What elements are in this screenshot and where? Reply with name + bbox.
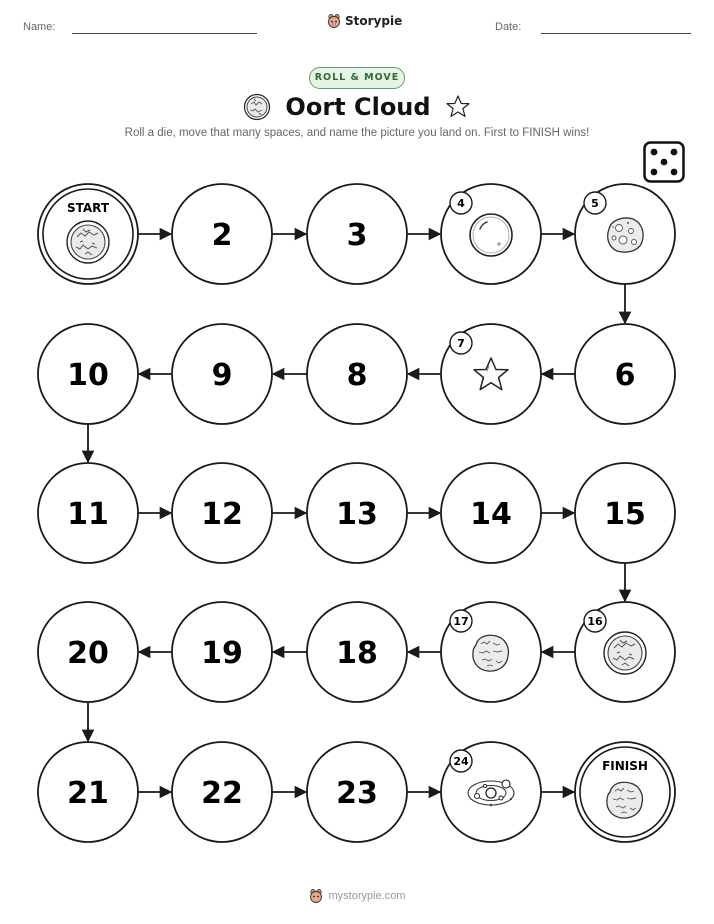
space-number: 15 bbox=[604, 497, 646, 532]
board-space-12 bbox=[172, 463, 272, 563]
space-number: 17 bbox=[453, 615, 469, 628]
start-label: START bbox=[66, 201, 110, 215]
space-number-badge bbox=[450, 750, 472, 772]
space-number: 21 bbox=[67, 776, 109, 811]
space-number: 7 bbox=[457, 337, 465, 350]
board-space-19 bbox=[172, 602, 272, 702]
space-number-badge bbox=[450, 332, 472, 354]
rocky-clump-icon bbox=[473, 635, 509, 671]
activity-badge: ROLL & MOVE bbox=[309, 67, 405, 89]
space-number-badge bbox=[584, 192, 606, 214]
board-space-11 bbox=[38, 463, 138, 563]
space-number: 18 bbox=[336, 636, 378, 671]
name-label: Name: bbox=[23, 21, 56, 33]
space-number: 3 bbox=[346, 218, 368, 253]
board-space-13 bbox=[307, 463, 407, 563]
board-space-7 bbox=[441, 324, 541, 424]
space-number: 16 bbox=[587, 615, 603, 628]
board-space-17 bbox=[441, 602, 541, 702]
space-number: 12 bbox=[201, 497, 243, 532]
board-space-9 bbox=[172, 324, 272, 424]
space-number: 11 bbox=[67, 497, 109, 532]
board-space-2 bbox=[172, 184, 272, 284]
board-space-1 bbox=[38, 184, 138, 284]
page-title: Oort Cloud bbox=[285, 93, 431, 121]
board-space-24 bbox=[441, 742, 541, 842]
board-space-23 bbox=[307, 742, 407, 842]
space-number: 5 bbox=[591, 197, 599, 210]
board-space-16 bbox=[575, 602, 675, 702]
instructions: Roll a die, move that many spaces, and name the picture you land on. First to FINISH wins! bbox=[124, 127, 590, 139]
mascot-icon bbox=[308, 888, 324, 904]
rocky-clump-icon bbox=[607, 782, 643, 818]
space-number-badge bbox=[450, 610, 472, 632]
icy-rock-icon bbox=[604, 632, 646, 674]
space-number: 24 bbox=[453, 755, 469, 768]
space-number: 10 bbox=[67, 358, 109, 393]
space-number: 23 bbox=[336, 776, 378, 811]
finish-label: FINISH bbox=[602, 759, 648, 773]
board-space-22 bbox=[172, 742, 272, 842]
space-number: 19 bbox=[201, 636, 243, 671]
board-space-18 bbox=[307, 602, 407, 702]
space-number: 13 bbox=[336, 497, 378, 532]
space-number-badge bbox=[450, 192, 472, 214]
board-space-3 bbox=[307, 184, 407, 284]
space-number: 8 bbox=[346, 358, 368, 393]
board-space-6 bbox=[575, 324, 675, 424]
board-space-14 bbox=[441, 463, 541, 563]
cratered-rock-icon bbox=[608, 218, 643, 252]
board-space-21 bbox=[38, 742, 138, 842]
space-number: 9 bbox=[211, 358, 233, 393]
space-number: 2 bbox=[211, 218, 233, 253]
board-spaces bbox=[38, 184, 675, 842]
board-space-25 bbox=[575, 742, 675, 842]
space-number: 20 bbox=[67, 636, 109, 671]
space-number: 6 bbox=[614, 358, 636, 393]
space-number: 14 bbox=[470, 497, 512, 532]
board-space-15 bbox=[575, 463, 675, 563]
icy-rock-icon bbox=[67, 221, 109, 263]
bubble-icon bbox=[470, 214, 512, 256]
footer bbox=[0, 884, 714, 908]
footer-url[interactable]: mystorypie.com bbox=[328, 890, 406, 902]
board-space-8 bbox=[307, 324, 407, 424]
space-number: 22 bbox=[201, 776, 243, 811]
date-label: Date: bbox=[495, 21, 522, 33]
board-space-20 bbox=[38, 602, 138, 702]
space-number-badge bbox=[584, 610, 606, 632]
board-space-4 bbox=[441, 184, 541, 284]
board-space-10 bbox=[38, 324, 138, 424]
board-space-5 bbox=[575, 184, 675, 284]
brand-name: Storypie bbox=[345, 14, 403, 28]
space-number: 4 bbox=[457, 197, 465, 210]
